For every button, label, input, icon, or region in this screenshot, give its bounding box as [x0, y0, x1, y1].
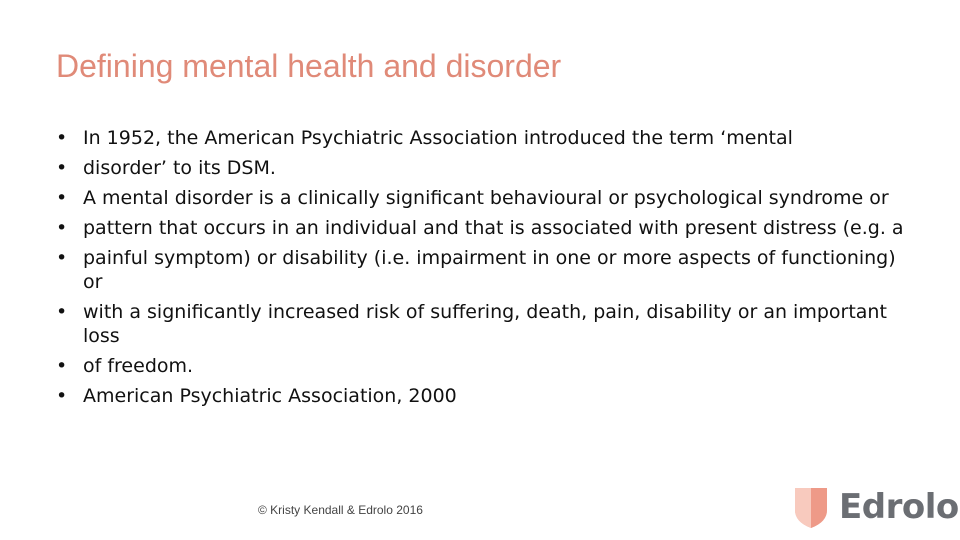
bullet-item	[56, 354, 916, 378]
bullet-item	[56, 246, 916, 294]
bullet-dot: •	[56, 187, 68, 209]
bullet-item	[56, 186, 916, 210]
bullet-text: painful symptom) or disability (i.e. impairment in one or more aspects of functioning) or	[83, 247, 896, 293]
bullet-dot: •	[56, 247, 68, 269]
bullet-item	[56, 156, 916, 180]
bullet-text: In 1952, the American Psychiatric Association introduced the term ‘mental	[83, 127, 793, 149]
bullet-text: American Psychiatric Association, 2000	[83, 385, 457, 407]
bullet-dot: •	[56, 385, 68, 407]
edrolo-logo	[793, 484, 959, 530]
bullet-text: pattern that occurs in an individual and that is associated with present distress (e.g. a	[83, 217, 904, 239]
slide-title: Defining mental health and disorder	[56, 48, 562, 84]
shield-icon	[793, 484, 829, 530]
logo-text: Edrolo	[839, 487, 959, 527]
bullet-dot: •	[56, 127, 68, 149]
copyright-notice: © Kristy Kendall & Edrolo 2016	[258, 503, 423, 517]
bullet-dot: •	[56, 157, 68, 179]
bullet-list	[56, 126, 916, 414]
bullet-dot: •	[56, 217, 68, 239]
bullet-item	[56, 300, 916, 348]
bullet-item	[56, 126, 916, 150]
bullet-dot: •	[56, 301, 68, 323]
bullet-text: disorder’ to its DSM.	[83, 157, 276, 179]
bullet-text: A mental disorder is a clinically significant behavioural or psychological syndrome or	[83, 187, 889, 209]
bullet-item	[56, 384, 916, 408]
bullet-dot: •	[56, 355, 68, 377]
bullet-text: with a significantly increased risk of suffering, death, pain, disability or an important loss	[83, 301, 887, 347]
bullet-item	[56, 216, 916, 240]
bullet-text: of freedom.	[83, 355, 194, 377]
